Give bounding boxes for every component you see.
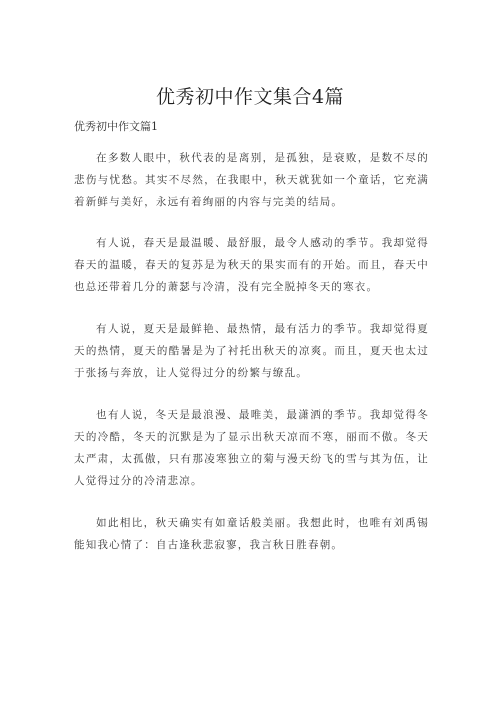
paragraph-5: 如此相比，秋天确实有如童话般美丽。我想此时，也唯有刘禹锡能知我心情了：自古逢秋悲寂寥，我言秋日胜春朝。	[74, 517, 429, 551]
section-subtitle: 优秀初中作文篇1	[74, 120, 158, 133]
paragraph-3: 有人说，夏天是最鲜艳、最热情，最有活力的季节。我却觉得夏天的热情，夏天的酷暑是为了衬托出秋天的凉爽。而且，夏天也太过于张扬与奔放，让人觉得过分的纷繁与缭乱。	[74, 323, 429, 379]
document-title: 优秀初中作文集合4篇	[155, 86, 345, 108]
paragraph-1: 在多数人眼中，秋代表的是离别，是孤独，是衰败，是数不尽的悲伤与忧愁。其实不尽然，在我眼中，秋天就犹如一个童话，它充满着新鲜与美好，永远有着绚丽的内容与完美的结局。	[74, 152, 429, 208]
paragraph-4: 也有人说，冬天是最浪漫、最唯美，最潇洒的季节。我却觉得冬天的冷酷，冬天的沉默是为了显示出秋天凉而不寒，丽而不傲。冬天太严肃，太孤傲，只有那凌寒独立的菊与漫天纷飞的雪与其为伍，让人觉得过分的冷清悲凉。	[74, 409, 429, 487]
paragraph-2: 有人说，春天是最温暖、最舒服，最令人感动的季节。我却觉得春天的温暖，春天的复苏是为秋天的果实而有的开始。而且，春天中也总还带着几分的萧瑟与冷清，没有完全脱掉冬天的寒衣。	[74, 237, 429, 293]
